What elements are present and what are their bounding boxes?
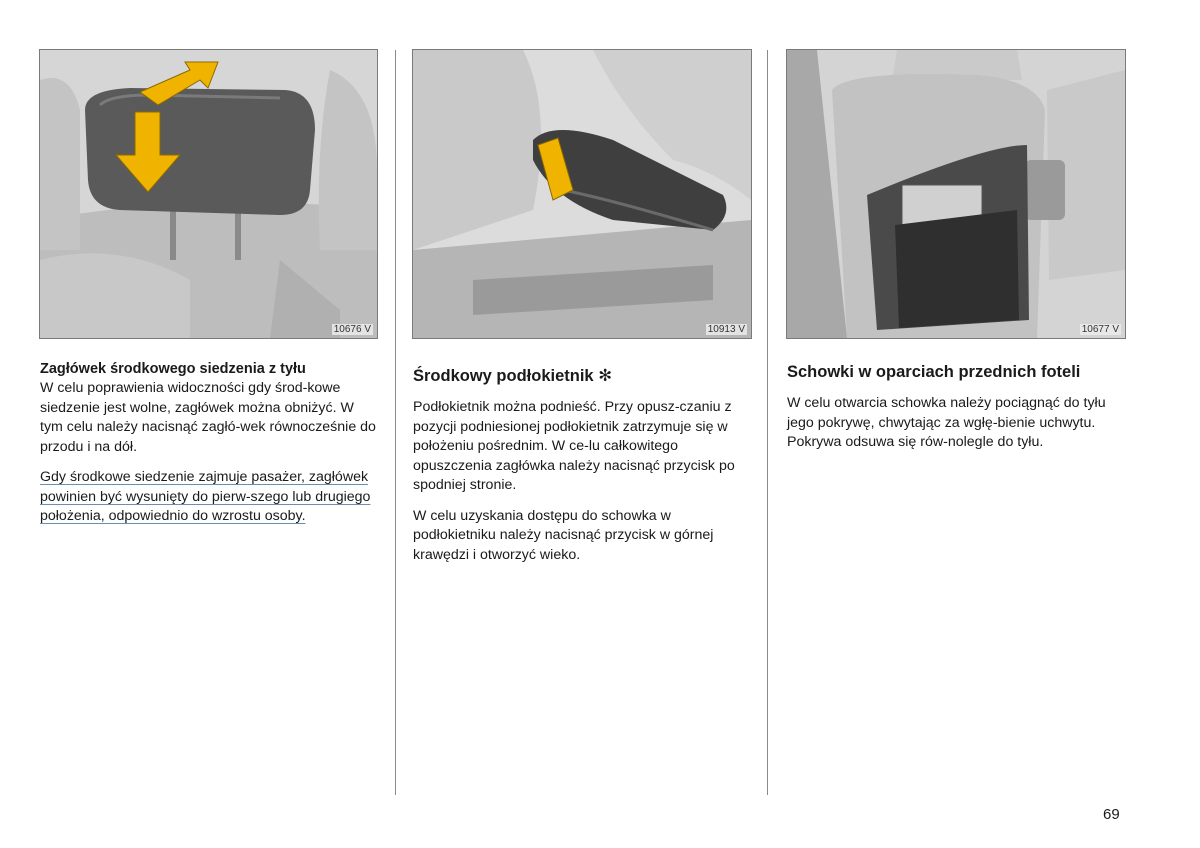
figure-armrest xyxy=(412,49,752,339)
paragraph: Podłokietnik można podnieść. Przy opusz-czaniu z pozycji podniesionej podłokietnik zatrzymuje się w położeniu pośrednim. W ce-lu całkowitego opuszczenia zagłówka należy nacisnąć przycisk po spodniej stronie. xyxy=(413,399,735,493)
column-headrest xyxy=(40,360,380,527)
armrest-illustration xyxy=(413,50,751,338)
page-number: 69 xyxy=(1103,806,1120,823)
column-armrest xyxy=(413,366,748,565)
section-heading: Zagłówek środkowego siedzenia z tyłu xyxy=(40,361,306,377)
figure-code: 10676 V xyxy=(333,324,371,335)
headrest-illustration xyxy=(40,50,377,338)
paragraph: W celu uzyskania dostępu do schowka w podłokietniku należy nacisnąć przycisk w górnej krawędzi i otworzyć wieko. xyxy=(413,507,714,563)
section-heading: Schowki w oparciach przednich foteli xyxy=(787,363,1081,381)
figure-code: 10677 V xyxy=(1081,324,1119,335)
column-divider-2 xyxy=(767,50,768,795)
figure-storage xyxy=(786,49,1126,339)
column-divider-1 xyxy=(395,50,396,795)
paragraph: W celu poprawienia widoczności gdy środ-kowe siedzenie jest wolne, zagłówek można obniżyć. W tym celu należy nacisnąć zagłó-wek równocześnie do przodu i na dół. xyxy=(40,380,376,455)
paragraph-underlined: Gdy środkowe siedzenie zajmuje pasażer, zagłówek powinien być wysunięty do pierw-szego lub drugiego położenia, odpowiednio do wzrostu osoby. xyxy=(40,469,371,524)
figure-headrest xyxy=(39,49,378,339)
column-storage xyxy=(787,362,1122,453)
paragraph: W celu otwarcia schowka należy pociągnąć do tyłu jego pokrywę, chwytając za wgłę-bienie uchwytu. Pokrywa odsuwa się rów-nolegle do tyłu. xyxy=(787,395,1106,450)
seatback-storage-illustration xyxy=(787,50,1125,338)
section-heading: Środkowy podłokietnik ✻ xyxy=(413,367,613,385)
figure-code: 10913 V xyxy=(707,324,745,335)
